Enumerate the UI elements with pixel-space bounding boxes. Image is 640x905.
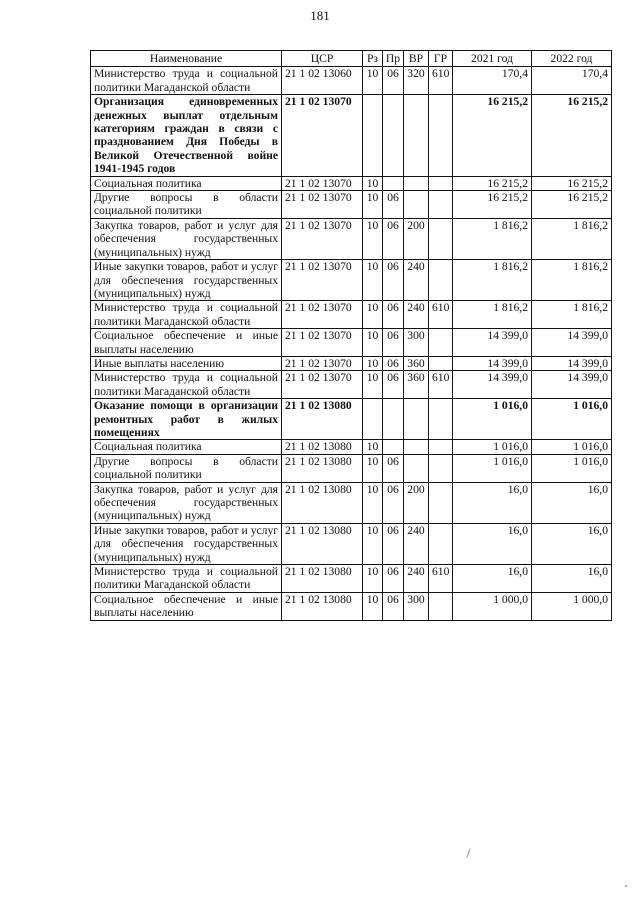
cell-csr: 21 1 02 13070 — [282, 260, 363, 301]
table-row — [91, 399, 612, 440]
cell-gr — [429, 454, 453, 482]
cell-vr: 300 — [404, 329, 429, 357]
cell-rz: 10 — [363, 371, 383, 399]
cell-pr: 06 — [383, 371, 404, 399]
cell-vr — [404, 95, 429, 176]
cell-gr — [429, 440, 453, 454]
cell-rz: 10 — [363, 191, 383, 219]
cell-2021: 16 215,2 — [453, 191, 532, 219]
cell-csr: 21 1 02 13070 — [282, 176, 363, 190]
header-vr: ВР — [404, 51, 429, 67]
cell-rz: 10 — [363, 356, 383, 370]
cell-name: Закупка товаров, работ и услуг для обеспечения государственных (муниципальных) нужд — [91, 218, 282, 259]
table-row — [91, 371, 612, 399]
cell-2022: 16,0 — [532, 523, 612, 564]
cell-vr — [404, 399, 429, 440]
cell-2021: 16,0 — [453, 565, 532, 593]
cell-csr: 21 1 02 13070 — [282, 356, 363, 370]
cell-pr — [383, 440, 404, 454]
cell-name: Иные закупки товаров, работ и услуг для обеспечения государственных (муниципальных) нужд — [91, 523, 282, 564]
cell-name: Социальное обеспечение и иные выплаты населению — [91, 592, 282, 620]
cell-pr: 06 — [383, 565, 404, 593]
table-body — [91, 67, 612, 620]
cell-rz: 10 — [363, 565, 383, 593]
cell-vr: 200 — [404, 218, 429, 259]
cell-2022: 1 816,2 — [532, 301, 612, 329]
cell-2021: 14 399,0 — [453, 371, 532, 399]
cell-rz: 10 — [363, 67, 383, 95]
cell-pr: 06 — [383, 454, 404, 482]
cell-gr — [429, 95, 453, 176]
cell-name: Социальная политика — [91, 176, 282, 190]
cell-gr — [429, 260, 453, 301]
cell-vr: 240 — [404, 565, 429, 593]
cell-pr: 06 — [383, 356, 404, 370]
cell-2022: 14 399,0 — [532, 329, 612, 357]
cell-pr: 06 — [383, 592, 404, 620]
table-row — [91, 329, 612, 357]
cell-name: Организация единовременных денежных выплат отдельным категориям граждан в связи с празднованием Дня Победы в Великой Отечественной войне 1941-1945 годов — [91, 95, 282, 176]
cell-gr — [429, 356, 453, 370]
cell-pr: 06 — [383, 301, 404, 329]
cell-2021: 1 816,2 — [453, 301, 532, 329]
cell-rz: 10 — [363, 301, 383, 329]
cell-vr: 300 — [404, 592, 429, 620]
cell-2022: 14 399,0 — [532, 371, 612, 399]
cell-2021: 1 016,0 — [453, 454, 532, 482]
cell-2022: 16 215,2 — [532, 176, 612, 190]
table-row — [91, 176, 612, 190]
cell-csr: 21 1 02 13080 — [282, 482, 363, 523]
cell-csr: 21 1 02 13080 — [282, 399, 363, 440]
cell-pr: 06 — [383, 482, 404, 523]
cell-csr: 21 1 02 13070 — [282, 95, 363, 176]
cell-name: Социальное обеспечение и иные выплаты населению — [91, 329, 282, 357]
cell-vr: 360 — [404, 356, 429, 370]
cell-rz — [363, 95, 383, 176]
header-2022: 2022 год — [532, 51, 612, 67]
cell-vr — [404, 176, 429, 190]
table-row — [91, 67, 612, 95]
cell-2022: 1 816,2 — [532, 218, 612, 259]
cell-vr: 240 — [404, 301, 429, 329]
cell-name: Министерство труда и социальной политики Магаданской области — [91, 565, 282, 593]
cell-2022: 14 399,0 — [532, 356, 612, 370]
cell-2021: 16 215,2 — [453, 176, 532, 190]
cell-name: Другие вопросы в области социальной политики — [91, 454, 282, 482]
header-name: Наименование — [91, 51, 282, 67]
cell-2022: 16,0 — [532, 565, 612, 593]
cell-name: Министерство труда и социальной политики Магаданской области — [91, 371, 282, 399]
cell-gr — [429, 482, 453, 523]
cell-rz: 10 — [363, 329, 383, 357]
table-row — [91, 565, 612, 593]
cell-gr — [429, 191, 453, 219]
cell-pr: 06 — [383, 191, 404, 219]
cell-rz: 10 — [363, 218, 383, 259]
cell-csr: 21 1 02 13080 — [282, 565, 363, 593]
cell-pr: 06 — [383, 67, 404, 95]
table-row — [91, 260, 612, 301]
cell-pr: 06 — [383, 523, 404, 564]
cell-name: Иные выплаты населению — [91, 356, 282, 370]
cell-rz: 10 — [363, 523, 383, 564]
cell-2022: 170,4 — [532, 67, 612, 95]
cell-gr — [429, 399, 453, 440]
cell-vr — [404, 191, 429, 219]
cell-gr: 610 — [429, 67, 453, 95]
cell-csr: 21 1 02 13070 — [282, 301, 363, 329]
table-row — [91, 440, 612, 454]
table-row — [91, 592, 612, 620]
cell-csr: 21 1 02 13080 — [282, 440, 363, 454]
cell-2022: 16 215,2 — [532, 95, 612, 176]
cell-csr: 21 1 02 13080 — [282, 592, 363, 620]
cell-name: Министерство труда и социальной политики Магаданской области — [91, 67, 282, 95]
table-row — [91, 95, 612, 176]
cell-name: Министерство труда и социальной политики Магаданской области — [91, 301, 282, 329]
cell-2022: 1 016,0 — [532, 454, 612, 482]
cell-csr: 21 1 02 13080 — [282, 454, 363, 482]
cell-name: Иные закупки товаров, работ и услуг для обеспечения государственных (муниципальных) нужд — [91, 260, 282, 301]
cell-name: Оказание помощи в организации ремонтных работ в жилых помещениях — [91, 399, 282, 440]
cell-vr: 240 — [404, 260, 429, 301]
cell-2021: 1 816,2 — [453, 260, 532, 301]
cell-gr: 610 — [429, 301, 453, 329]
cell-vr: 320 — [404, 67, 429, 95]
cell-gr — [429, 329, 453, 357]
cell-gr — [429, 592, 453, 620]
cell-2021: 1 016,0 — [453, 399, 532, 440]
cell-pr — [383, 176, 404, 190]
cell-rz: 10 — [363, 454, 383, 482]
cell-pr — [383, 95, 404, 176]
header-2021: 2021 год — [453, 51, 532, 67]
table-row — [91, 356, 612, 370]
table-row — [91, 454, 612, 482]
cell-vr — [404, 440, 429, 454]
cell-2022: 1 016,0 — [532, 440, 612, 454]
cell-csr: 21 1 02 13070 — [282, 329, 363, 357]
cell-csr: 21 1 02 13070 — [282, 218, 363, 259]
cell-gr: 610 — [429, 371, 453, 399]
page-number: 181 — [310, 8, 330, 23]
table-row — [91, 301, 612, 329]
cell-2022: 1 016,0 — [532, 399, 612, 440]
cell-2021: 1 816,2 — [453, 218, 532, 259]
header-rz: Рз — [363, 51, 383, 67]
cell-2022: 16,0 — [532, 482, 612, 523]
cell-gr: 610 — [429, 565, 453, 593]
cell-2021: 14 399,0 — [453, 329, 532, 357]
scan-dot — [625, 885, 627, 887]
cell-name: Другие вопросы в области социальной политики — [91, 191, 282, 219]
cell-rz — [363, 399, 383, 440]
header-gr: ГР — [429, 51, 453, 67]
cell-2021: 1 016,0 — [453, 440, 532, 454]
cell-2021: 16 215,2 — [453, 95, 532, 176]
cell-pr: 06 — [383, 260, 404, 301]
cell-gr — [429, 176, 453, 190]
cell-rz: 10 — [363, 176, 383, 190]
cell-csr: 21 1 02 13070 — [282, 191, 363, 219]
scan-mark — [466, 848, 470, 858]
cell-2022: 16 215,2 — [532, 191, 612, 219]
cell-2021: 14 399,0 — [453, 356, 532, 370]
cell-2021: 16,0 — [453, 482, 532, 523]
table-row — [91, 482, 612, 523]
cell-gr — [429, 523, 453, 564]
cell-rz: 10 — [363, 440, 383, 454]
cell-gr — [429, 218, 453, 259]
cell-vr — [404, 454, 429, 482]
cell-2022: 1 816,2 — [532, 260, 612, 301]
cell-name: Закупка товаров, работ и услуг для обеспечения государственных (муниципальных) нужд — [91, 482, 282, 523]
cell-vr: 360 — [404, 371, 429, 399]
header-pr: Пр — [383, 51, 404, 67]
budget-table — [90, 50, 612, 621]
cell-vr: 240 — [404, 523, 429, 564]
cell-2021: 170,4 — [453, 67, 532, 95]
header-row — [91, 51, 612, 67]
cell-csr: 21 1 02 13060 — [282, 67, 363, 95]
cell-rz: 10 — [363, 260, 383, 301]
cell-2022: 1 000,0 — [532, 592, 612, 620]
cell-vr: 200 — [404, 482, 429, 523]
cell-csr: 21 1 02 13080 — [282, 523, 363, 564]
cell-csr: 21 1 02 13070 — [282, 371, 363, 399]
cell-rz: 10 — [363, 482, 383, 523]
cell-pr: 06 — [383, 329, 404, 357]
table-row — [91, 523, 612, 564]
cell-pr — [383, 399, 404, 440]
cell-2021: 16,0 — [453, 523, 532, 564]
cell-name: Социальная политика — [91, 440, 282, 454]
table-row — [91, 218, 612, 259]
header-csr: ЦСР — [282, 51, 363, 67]
cell-rz: 10 — [363, 592, 383, 620]
cell-pr: 06 — [383, 218, 404, 259]
table-row — [91, 191, 612, 219]
cell-2021: 1 000,0 — [453, 592, 532, 620]
